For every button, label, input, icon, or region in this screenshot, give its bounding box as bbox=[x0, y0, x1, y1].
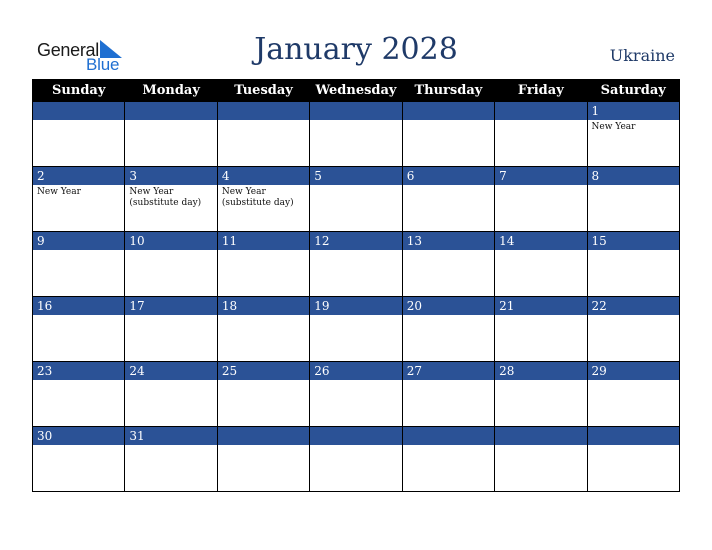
day-number bbox=[403, 102, 494, 121]
holiday-label bbox=[33, 316, 124, 317]
holiday-label bbox=[588, 316, 679, 317]
day-number: 29 bbox=[588, 362, 679, 381]
day-number: 13 bbox=[403, 232, 494, 251]
holiday-label bbox=[588, 186, 679, 187]
week-row bbox=[33, 297, 680, 362]
calendar-weeks bbox=[33, 102, 680, 492]
day-cell bbox=[588, 362, 680, 427]
day-cell bbox=[310, 297, 402, 362]
day-cell bbox=[218, 362, 310, 427]
weekday-header: Friday bbox=[495, 80, 587, 102]
holiday-label bbox=[218, 446, 309, 447]
day-number bbox=[310, 427, 401, 446]
day-number: 15 bbox=[588, 232, 679, 251]
day-cell bbox=[310, 167, 402, 232]
day-number: 2 bbox=[33, 167, 124, 186]
day-cell bbox=[33, 427, 125, 492]
day-number: 16 bbox=[33, 297, 124, 316]
holiday-label: New Year (substitute day) bbox=[129, 187, 202, 208]
day-number: 12 bbox=[310, 232, 401, 251]
calendar-grid bbox=[32, 79, 680, 492]
day-number: 7 bbox=[495, 167, 586, 186]
weekday-header: Saturday bbox=[588, 80, 680, 102]
day-cell bbox=[310, 232, 402, 297]
day-number: 9 bbox=[33, 232, 124, 251]
holiday-label bbox=[403, 251, 494, 252]
day-cell bbox=[403, 427, 495, 492]
day-cell bbox=[495, 297, 587, 362]
day-cell bbox=[588, 297, 680, 362]
holiday-label bbox=[218, 316, 309, 317]
day-number: 27 bbox=[403, 362, 494, 381]
holiday-label bbox=[495, 251, 586, 252]
day-cell bbox=[495, 362, 587, 427]
weekday-header: Sunday bbox=[33, 80, 125, 102]
holiday-label bbox=[125, 381, 216, 382]
day-number: 24 bbox=[125, 362, 216, 381]
day-cell bbox=[403, 297, 495, 362]
day-number bbox=[125, 102, 216, 121]
day-cell bbox=[33, 362, 125, 427]
week-row bbox=[33, 232, 680, 297]
day-cell bbox=[403, 362, 495, 427]
holiday-label bbox=[495, 316, 586, 317]
day-cell bbox=[33, 297, 125, 362]
holiday-label bbox=[403, 186, 494, 187]
day-cell bbox=[495, 167, 587, 232]
holiday-label bbox=[495, 121, 586, 122]
day-cell bbox=[495, 102, 587, 167]
weekday-header: Wednesday bbox=[310, 80, 402, 102]
holiday-label bbox=[310, 251, 401, 252]
day-number bbox=[310, 102, 401, 121]
day-cell bbox=[588, 232, 680, 297]
day-cell bbox=[403, 167, 495, 232]
holiday-label bbox=[403, 446, 494, 447]
day-cell bbox=[588, 427, 680, 492]
holiday-label: New Year bbox=[591, 122, 636, 132]
day-cell bbox=[218, 167, 310, 232]
day-number: 31 bbox=[125, 427, 216, 446]
day-number: 20 bbox=[403, 297, 494, 316]
day-cell bbox=[125, 167, 217, 232]
day-cell bbox=[310, 102, 402, 167]
day-number: 10 bbox=[125, 232, 216, 251]
day-number: 3 bbox=[125, 167, 216, 186]
holiday-label bbox=[588, 381, 679, 382]
day-number: 28 bbox=[495, 362, 586, 381]
day-number: 23 bbox=[33, 362, 124, 381]
day-number: 6 bbox=[403, 167, 494, 186]
holiday-label bbox=[125, 446, 216, 447]
holiday-label bbox=[125, 316, 216, 317]
day-number bbox=[588, 427, 679, 446]
holiday-label bbox=[310, 316, 401, 317]
day-cell bbox=[33, 167, 125, 232]
holiday-label bbox=[403, 316, 494, 317]
weekday-header: Thursday bbox=[403, 80, 495, 102]
week-row bbox=[33, 102, 680, 167]
week-row bbox=[33, 167, 680, 232]
day-number bbox=[403, 427, 494, 446]
day-cell bbox=[588, 167, 680, 232]
holiday-label bbox=[310, 381, 401, 382]
week-row bbox=[33, 362, 680, 427]
day-cell bbox=[310, 362, 402, 427]
day-number bbox=[495, 102, 586, 121]
holiday-label bbox=[403, 121, 494, 122]
holiday-label: New Year bbox=[37, 187, 81, 197]
day-number bbox=[218, 102, 309, 121]
holiday-label bbox=[218, 251, 309, 252]
day-cell bbox=[125, 102, 217, 167]
holiday-label bbox=[495, 186, 586, 187]
day-number: 1 bbox=[588, 102, 679, 121]
holiday-label bbox=[310, 186, 401, 187]
day-number: 8 bbox=[588, 167, 679, 186]
brand-blue-text: Blue bbox=[86, 55, 120, 74]
day-cell bbox=[218, 232, 310, 297]
day-cell bbox=[495, 232, 587, 297]
day-cell bbox=[403, 232, 495, 297]
day-cell bbox=[125, 362, 217, 427]
day-cell bbox=[495, 427, 587, 492]
day-number: 11 bbox=[218, 232, 309, 251]
day-number: 26 bbox=[310, 362, 401, 381]
day-number bbox=[33, 102, 124, 121]
country-label: Ukraine bbox=[609, 46, 675, 65]
brand-general-text: General bbox=[37, 40, 99, 60]
holiday-label bbox=[33, 251, 124, 252]
day-number: 5 bbox=[310, 167, 401, 186]
holiday-label bbox=[218, 121, 309, 122]
day-number: 25 bbox=[218, 362, 309, 381]
day-number bbox=[218, 427, 309, 446]
day-cell bbox=[218, 427, 310, 492]
day-number: 14 bbox=[495, 232, 586, 251]
day-number: 30 bbox=[33, 427, 124, 446]
holiday-label bbox=[33, 381, 124, 382]
holiday-label bbox=[403, 381, 494, 382]
holiday-label: New Year (substitute day) bbox=[221, 187, 294, 208]
holiday-label bbox=[310, 446, 401, 447]
holiday-label bbox=[218, 381, 309, 382]
day-cell bbox=[33, 102, 125, 167]
holiday-label bbox=[588, 446, 679, 447]
holiday-label bbox=[33, 121, 124, 122]
day-number: 21 bbox=[495, 297, 586, 316]
week-row bbox=[33, 427, 680, 492]
weekday-header-row bbox=[33, 80, 680, 102]
day-number: 17 bbox=[125, 297, 216, 316]
day-number: 22 bbox=[588, 297, 679, 316]
page-title: January 2028 bbox=[254, 32, 458, 67]
day-cell bbox=[33, 232, 125, 297]
day-number bbox=[495, 427, 586, 446]
day-number: 18 bbox=[218, 297, 309, 316]
day-cell bbox=[218, 297, 310, 362]
day-cell bbox=[125, 297, 217, 362]
holiday-label bbox=[125, 121, 216, 122]
day-number: 4 bbox=[218, 167, 309, 186]
holiday-label bbox=[495, 446, 586, 447]
weekday-header: Monday bbox=[125, 80, 217, 102]
holiday-label bbox=[495, 381, 586, 382]
day-cell bbox=[403, 102, 495, 167]
holiday-label bbox=[33, 446, 124, 447]
day-cell bbox=[588, 102, 680, 167]
holiday-label bbox=[125, 251, 216, 252]
day-cell bbox=[125, 232, 217, 297]
day-cell bbox=[125, 427, 217, 492]
day-cell bbox=[310, 427, 402, 492]
weekday-header: Tuesday bbox=[218, 80, 310, 102]
day-number: 19 bbox=[310, 297, 401, 316]
holiday-label bbox=[588, 251, 679, 252]
holiday-label bbox=[310, 121, 401, 122]
day-cell bbox=[218, 102, 310, 167]
